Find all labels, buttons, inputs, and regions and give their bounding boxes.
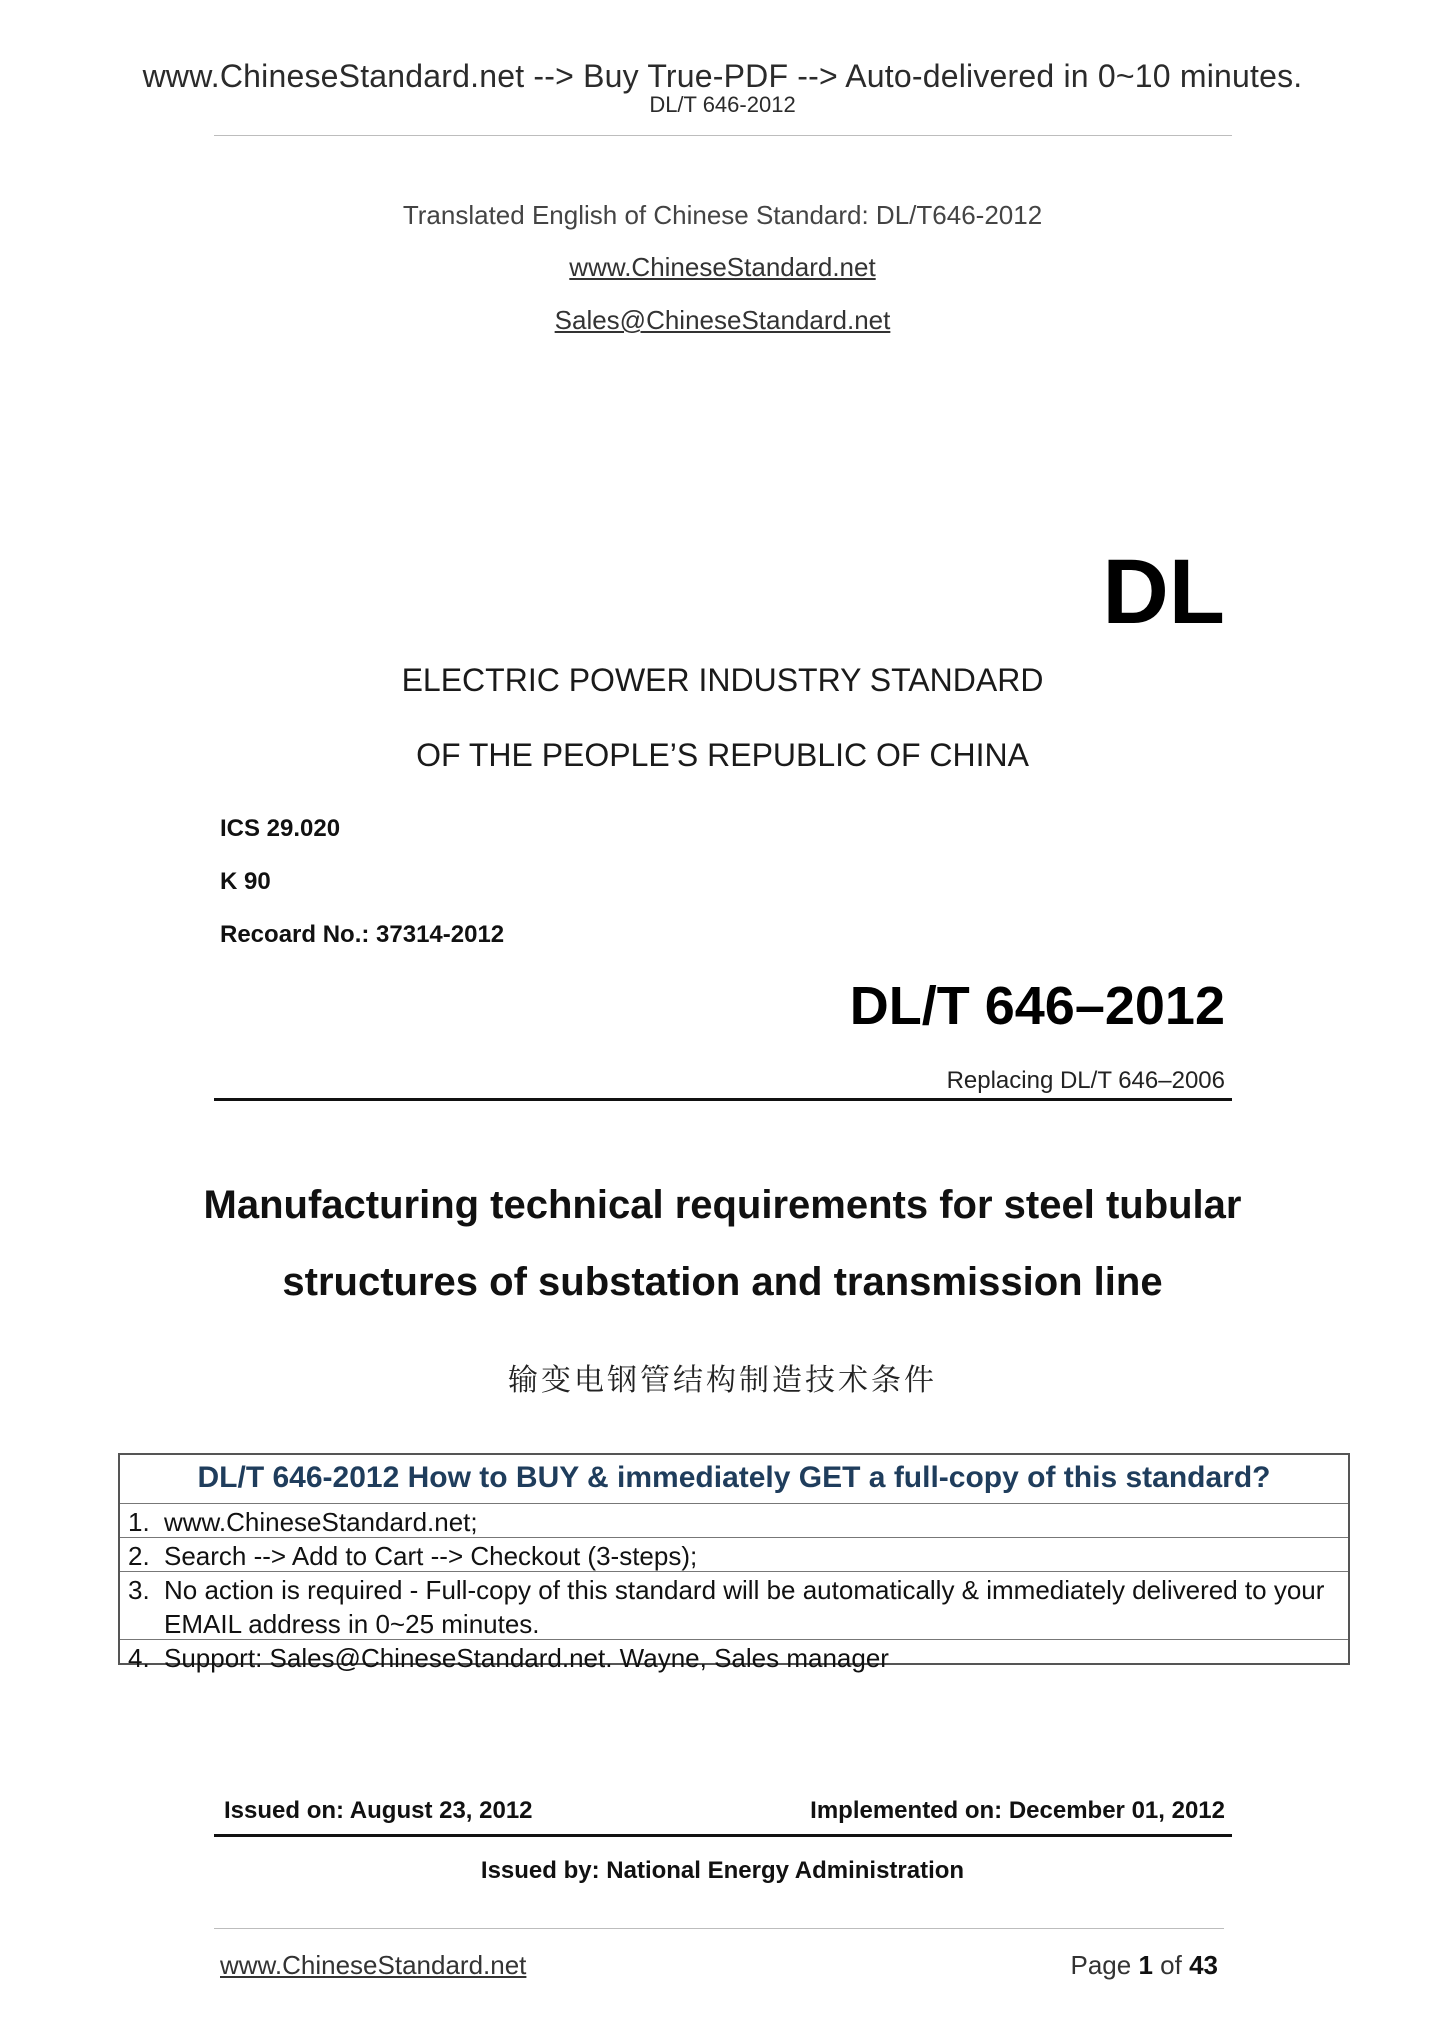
classification-code: K 90 xyxy=(220,868,271,895)
buy-step: 4. Support: Sales@ChineseStandard.net. Wayne, Sales manager xyxy=(128,1643,889,1673)
buy-step: 3. No action is required - Full-copy of this standard will be automatically & immediately delivered to your EMAIL address in 0~25 minutes. xyxy=(120,1573,1348,1641)
title-en-line2: structures of substation and transmission line xyxy=(282,1260,1163,1304)
title-en-line1: Manufacturing technical requirements for steel tubular xyxy=(203,1183,1242,1227)
sales-email-link[interactable]: Sales@ChineseStandard.net xyxy=(554,305,891,335)
header-standard-code: DL/T 646-2012 xyxy=(649,92,796,117)
implemented-on-date: Implemented on: December 01, 2012 xyxy=(810,1797,1225,1824)
ics-number: ICS 29.020 xyxy=(220,815,341,842)
title-cn: 输变电钢管结构制造技术条件 xyxy=(508,1363,937,1398)
buy-step: 2. Search --> Add to Cart --> Checkout (3-steps); xyxy=(128,1541,698,1571)
issued-on-date: Issued on: August 23, 2012 xyxy=(224,1797,533,1824)
issued-by: Issued by: National Energy Administration xyxy=(480,1857,965,1884)
header-divider xyxy=(214,135,1232,136)
standard-category-line2: OF THE PEOPLE’S REPUBLIC OF CHINA xyxy=(416,737,1029,773)
replacing-text: Replacing DL/T 646–2006 xyxy=(946,1067,1225,1094)
buy-info-box xyxy=(118,1453,1350,1673)
buy-step-text[interactable]: www.ChineseStandard.net; xyxy=(164,1507,478,1537)
footer-website-link[interactable]: www.ChineseStandard.net xyxy=(220,1950,527,1980)
translation-line: Translated English of Chinese Standard: DL/T646-2012 xyxy=(402,200,1043,230)
footer-divider xyxy=(214,1928,1224,1929)
buy-step-text: Support: Sales@ChineseStandard.net. Wayne, Sales manager xyxy=(164,1643,889,1673)
buy-box-heading: DL/T 646-2012 How to BUY & immediately GET a full-copy of this standard? xyxy=(197,1461,1271,1494)
header-promo-text: www.ChineseStandard.net --> Buy True-PDF --> Auto-delivered in 0~10 minutes. xyxy=(142,58,1303,94)
buy-step: 1. www.ChineseStandard.net; xyxy=(128,1507,478,1537)
code-divider xyxy=(214,1098,1232,1101)
page-indicator: Page 1 of 43 xyxy=(1070,1950,1218,1980)
buy-step-text: No action is required - Full-copy of this standard will be automatically & immediately delivered to your EMAIL address in 0~25 minutes. xyxy=(164,1575,1325,1639)
page-total: 43 xyxy=(1189,1950,1218,1980)
dl-logo: DL xyxy=(1102,541,1225,643)
website-link[interactable]: www.ChineseStandard.net xyxy=(569,252,876,282)
standard-category-line1: ELECTRIC POWER INDUSTRY STANDARD xyxy=(401,662,1044,698)
buy-step-text: Search --> Add to Cart --> Checkout (3-steps); xyxy=(164,1541,698,1571)
standard-code: DL/T 646–2012 xyxy=(849,976,1225,1036)
dates-divider xyxy=(214,1834,1232,1837)
record-number: Recoard No.: 37314-2012 xyxy=(220,921,505,948)
page-current: 1 xyxy=(1138,1950,1153,1980)
buy-steps-list xyxy=(120,1505,1348,1675)
buy-box-row-divider xyxy=(120,1503,1348,1504)
